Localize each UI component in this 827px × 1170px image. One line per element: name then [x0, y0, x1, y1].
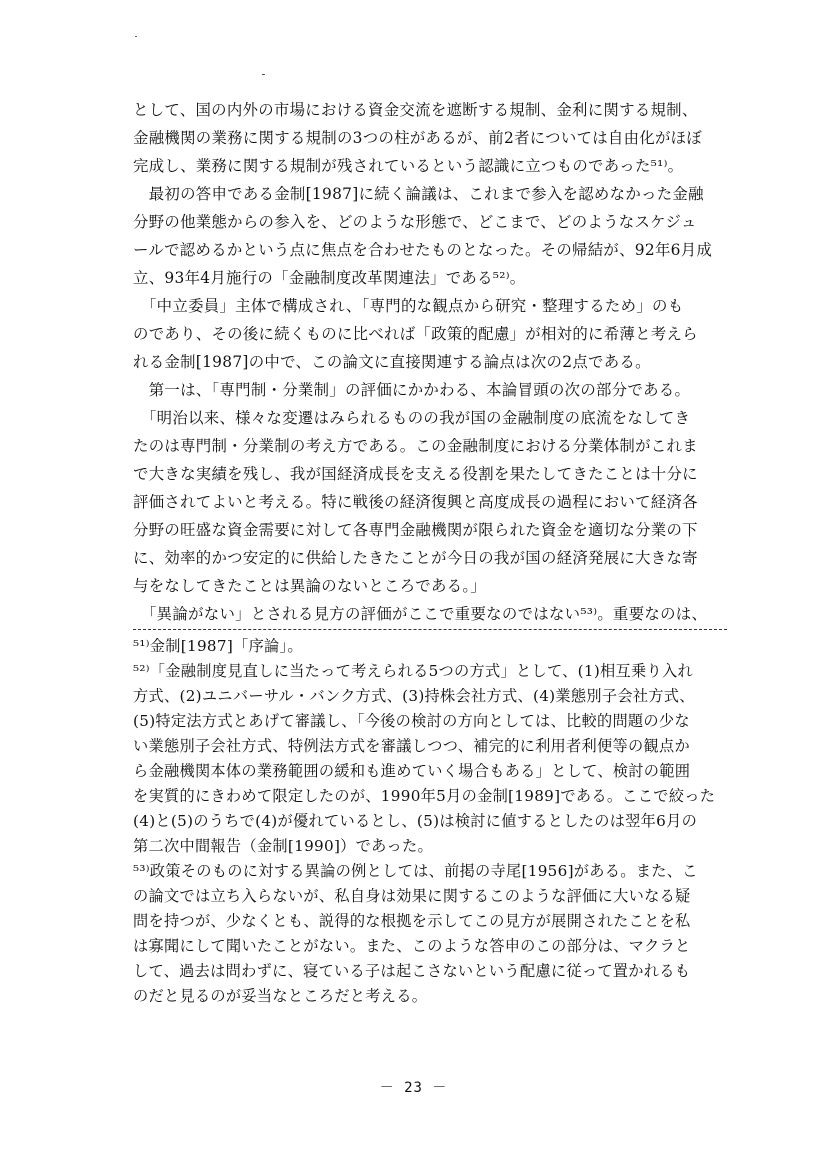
footnote-line: 問を持つが、少なくとも、説得的な根拠を示してこの見方が展開されたことを私	[133, 912, 691, 930]
footnote-line: ⁵²⁾「金融制度見直しに当たって考えられる5つの方式」として、(1)相互乗り入れ	[133, 662, 693, 680]
body-line: 最初の答申である金制[1987]に続く論議は、これまで参入を認めなかった金融	[133, 185, 704, 203]
body-line: 立、93年4月施行の「金融制度改革関連法」である⁵²⁾。	[133, 269, 526, 287]
body-line: ールで認めるかという点に焦点を合わせたものとなった。その帰結が、92年6月成	[133, 241, 713, 259]
body-line: 「異論がない」とされる見方の評価がここで重要なのではない⁵³⁾。重要なのは、	[133, 605, 708, 623]
body-line: たのは専門制・分業制の考え方である。この金融制度における分業体制がこれま	[133, 437, 698, 455]
body-line: 完成し、業務に関する規制が残されているという認識に立つものであった⁵¹⁾。	[133, 157, 684, 175]
scan-speck	[262, 74, 265, 75]
scan-speck	[135, 36, 137, 37]
body-line: 分野の他業態からの参入を、どのような形態で、どこまで、どのようなスケジュ	[133, 213, 697, 231]
body-line: れる金制[1987]の中で、この論文に直接関連する論点は次の2点である。	[133, 353, 651, 371]
footnote-line: 第二次中間報告（金制[1990]）であった。	[133, 837, 433, 855]
body-line: に、効率的かつ安定的に供給したきたことが今日の我が国の経済発展に大きな寄	[133, 549, 698, 567]
body-line: のであり、その後に続くものに比べれば「政策的配慮」が相対的に希薄と考えら	[133, 325, 698, 343]
footnote-line: して、過去は問わずに、寝ている子は起こさないという配慮に従って置かれるも	[133, 962, 691, 980]
page-number: － 23 －	[379, 1080, 448, 1096]
footnote-separator	[133, 629, 727, 630]
body-line: 「中立委員」主体で構成され、「専門的な観点から研究・整理するため」のも	[133, 297, 684, 315]
footnote-line: ら金融機関本体の業務範囲の緩和も進めていく場合もある」として、検討の範囲	[133, 762, 691, 780]
footnote-line: ⁵¹⁾金制[1987]「序論」。	[133, 637, 303, 655]
body-line: 与をなしてきたことは異論のないところである。」	[133, 577, 487, 595]
body-line: 第一は、「専門制・分業制」の評価にかかわる、本論冒頭の次の部分である。	[133, 381, 691, 399]
body-line: 分野の旺盛な資金需要に対して各専門金融機関が限られた資金を適切な分業の下	[133, 521, 698, 539]
footnote-line: (4)と(5)のうちで(4)が優れているとし、(5)は検討に値するとしたのは翌年6月の	[133, 812, 698, 830]
footnote-line: を実質的にきわめて限定したのが、1990年5月の金制[1989]である。ここで絞った	[133, 787, 716, 805]
footnote-line: のだと見るのが妥当なところだと考える。	[133, 987, 428, 1005]
footnote-line: の論文では立ち入らないが、私自身は効果に関するこのような評価に大いなる疑	[133, 887, 691, 905]
footnote-line: は寡聞にして聞いたことがない。また、このような答申のこの部分は、マクラと	[133, 937, 691, 955]
body-line: 評価されてよいと考える。特に戦後の経済復興と高度成長の過程において経済各	[133, 493, 698, 511]
body-line: として、国の内外の市場における資金交流を遮断する規制、金利に関する規制、	[133, 101, 698, 119]
footnote-line: ⁵³⁾政策そのものに対する異論の例としては、前掲の寺尾[1956]がある。また、こ	[133, 862, 698, 880]
footnote-line: い業態別子会社方式、特例法方式を審議しつつ、補完的に利用者利便等の観点か	[133, 737, 690, 755]
body-line: 「明治以来、様々な変遷はみられるものの我が国の金融制度の底流をなしてき	[133, 409, 691, 427]
body-line: で大きな実績を残し、我が国経済成長を支える役割を果たしてきたことは十分に	[133, 465, 698, 483]
footnote-line: 方式、(2)ユニバーサル・バンク方式、(3)持株会社方式、(4)業態別子会社方式、	[133, 687, 695, 705]
footnote-line: (5)特定法方式とあげて審議し、「今後の検討の方向としては、比較的問題の少な	[133, 712, 690, 730]
body-line: 金融機関の業務に関する規制の3つの柱があるが、前2者については自由化がほぼ	[133, 129, 703, 147]
